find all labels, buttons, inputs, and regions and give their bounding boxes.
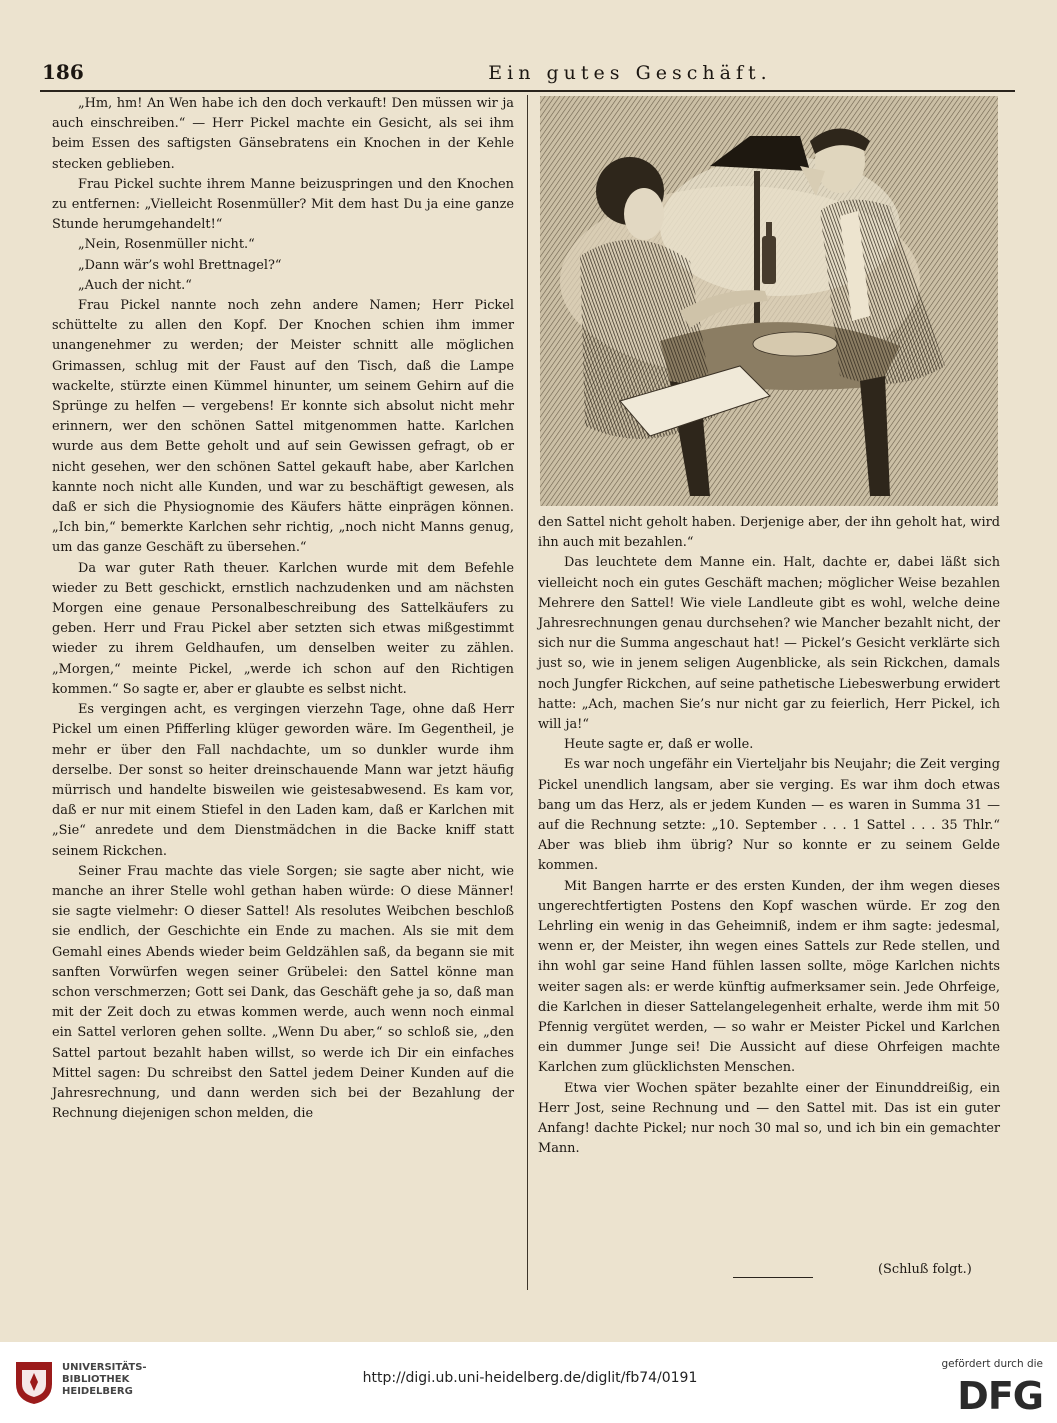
dfg-logo: DFG bbox=[957, 1374, 1043, 1418]
paragraph: Heute sagte er, daß er wolle. bbox=[564, 737, 754, 753]
paragraph: Mit Bangen harrte er des ersten Kunden, der ihm wegen dieses ungerechtfertigten Postens den Kopf waschen würde. Er zog den Lehrling ein wenig in das Geheimniß, indem er ihm sagte: jedesmal, wenn er, der Meister, ihn wegen eines Sattels zur Rede stellen, und ihn wohl gar seine Hand fühlen lassen sollte, möge Karlchen nichts weiter sagen als: er werde künftig aufmerksamer sein. Jede Ohrfeige, die Karlchen in dieser Sattelangelegenheit erhalte, werde ihm mit 50 Pfennig vergütet werden, — so wahr er Meister Pickel und Karlchen ein dummer Junge sei! Die Aussicht auf diese Ohrfeigen machte Karlchen zum glücklichsten Menschen. bbox=[538, 878, 1000, 1076]
institution-name bbox=[62, 1362, 147, 1398]
institution-line: BIBLIOTHEK bbox=[62, 1374, 130, 1385]
continuation-note: (Schluß folgt.) bbox=[878, 1262, 972, 1277]
paragraph: den Sattel nicht geholt haben. Derjenige aber, der ihn geholt hat, wird ihn auch mit bezahlen.“ bbox=[538, 515, 1000, 551]
paragraph: Etwa vier Wochen später bezahlte einer der Einunddreißig, ein Herr Jost, seine Rechnung und — den Sattel mit. Das ist ein guter Anfang! dachte Pickel; nur noch 30 mal so, und ich bin ein gemachter Mann. bbox=[538, 1080, 1000, 1157]
paragraph: „Nein, Rosenmüller nicht.“ bbox=[78, 237, 255, 253]
paragraph: Es vergingen acht, es vergingen vierzehn Tage, ohne daß Herr Pickel um einen Pfifferling klüger geworden wäre. Im Gegentheil, je mehr er über den Fall nachdachte, um so dunkler wurde ihm derselbe. Der sonst so heiter dreinschauende Mann war jetzt häufig mürrisch und handelte bisweilen wie geistesabwesend. Es kam vor, daß er nur mit einem Stiefel in den Laden kam, daß er Karlchen mit „Sie“ anredete und dem Dienstmädchen in die Backe kniff statt seinem Rickchen. bbox=[52, 702, 514, 859]
paragraph: Frau Pickel nannte noch zehn andere Namen; Herr Pickel schüttelte zu allen den Kopf. Der Knochen schien ihm immer unangenehmer zu werden; der Meister schnitt alle möglichen Grimassen, schlug mit der Faust auf den Tisch, daß die Lampe wackelte, stürzte einen Kümmel hinunter, um seinem Gehirn auf die Sprünge zu helfen — vergebens! Er konnte sich absolut nicht mehr erinnern, wer den schönen Sattel mitgenommen hatte. Karlchen wurde aus dem Bette geholt und auf sein Gewissen gefragt, ob er nicht gesehen, wer den schönen Sattel gekauft habe, aber Karlchen kannte noch nicht alle Kunden, und war zu beschäftigt gewesen, als daß er sich die Physiognomie des Käufers hätte einprägen können. „Ich bin,“ bemerkte Karlchen sehr richtig, „noch nicht Manns genug, um das ganze Geschäft zu übersehen.“ bbox=[52, 298, 514, 556]
header-rule bbox=[40, 90, 1015, 92]
funding-label: gefördert durch die bbox=[941, 1358, 1043, 1370]
institution-line: HEIDELBERG bbox=[62, 1386, 133, 1397]
right-column bbox=[538, 513, 1000, 1160]
end-rule bbox=[733, 1277, 813, 1278]
engraving-illustration bbox=[540, 96, 998, 506]
column-divider bbox=[527, 95, 528, 1290]
paragraph: Das leuchtete dem Manne ein. Halt, dachte er, dabei läßt sich vielleicht noch ein gutes Geschäft machen; möglicher Weise bezahlen Mehrere den Sattel! Wie viele Landleute gibt es wohl, welche deine Jahresrechnungen genau durchsehen? wie Mancher bezahlt nicht, der sich nur die Summa angeschaut hat! — Pickel’s Gesicht verklärte sich just so, wie in jenem seligen Augenblicke, als sein Rickchen, damals noch Jungfer Rickchen, auf seine pathetische Liebeswerbung erwidert hatte: „Ach, machen Sie’s nur nicht gar zu feierlich, Herr Pickel, ich will ja!“ bbox=[538, 555, 1000, 733]
paragraph: Da war guter Rath theuer. Karlchen wurde mit dem Befehle wieder zu Bett geschickt, ernstlich nachzudenken und am nächsten Morgen eine genaue Personalbeschreibung des Sattelkäufers zu geben. Herr und Frau Pickel aber setzten sich etwas mißgestimmt wieder zu ihrem Geldhaufen, um denselben weiter zu zählen. „Morgen,“ meinte Pickel, „werde ich schon auf den Richtigen kommen.“ So sagte er, aber er glaubte es selbst nicht. bbox=[52, 560, 514, 697]
paragraph: „Hm, hm! An Wen habe ich den doch verkauft! Den müssen wir ja auch einschreiben.“ — Herr Pickel machte ein Gesicht, als sei ihm beim Essen des saftigsten Gänsebratens ein Knochen in der Kehle stecken geblieben. bbox=[52, 96, 514, 172]
digitization-footer bbox=[0, 1342, 1057, 1423]
paragraph: Seiner Frau machte das viele Sorgen; sie sagte aber nicht, wie manche an ihrer Stelle wohl gethan haben würde: O diese Männer! sie sagte vielmehr: O dieser Sattel! Als resolutes Weibchen beschloß sie endlich, der Geschichte ein Ende zu machen. Als sie mit dem Gemahl eines Abends wieder beim Geldzählen saß, da begann sie mit sanften Vorwürfen wegen seiner Grübelei: den Sattel könne man schon verschmerzen; Gott sei Dank, das Geschäft gehe ja so, daß man mit der Zeit doch zu etwas kommen werde, auch wenn noch einmal ein Sattel verloren gehen sollte. „Wenn Du aber,“ so schloß sie, „den Sattel partout bezahlt haben willst, so werde ich Dir ein einfaches Mittel sagen: Du schreibst den Sattel jedem Deiner Kunden auf die Jahresrechnung, und dann werden sich bei der Bezahlung der Rechnung diejenigen schon melden, die bbox=[52, 863, 514, 1122]
left-column bbox=[52, 94, 514, 1124]
paragraph: „Auch der nicht.“ bbox=[78, 277, 192, 293]
running-head: Ein gutes Geschäft. bbox=[488, 62, 772, 84]
paragraph: Frau Pickel suchte ihrem Manne beizuspringen und den Knochen zu entfernen: „Vielleicht Rosenmüller? Mit dem hast Du ja eine ganze Stunde herumgehandelt!“ bbox=[52, 176, 514, 233]
university-seal-icon bbox=[12, 1358, 56, 1410]
paragraph: „Dann wär’s wohl Brettnagel?“ bbox=[78, 257, 282, 273]
page-number: 186 bbox=[42, 60, 84, 84]
paragraph: Es war noch ungefähr ein Vierteljahr bis Neujahr; die Zeit verging Pickel unendlich langsam, aber sie verging. Es war ihm doch etwas bang um das Herz, als er jedem Kunden — es waren in Summa 31 — auf die Rechnung setzte: „10. September . . . 1 Sattel . . . 35 Thlr.“ Aber was blieb ihm übrig? Nur so konnte er zu seinem Gelde kommen. bbox=[538, 757, 1000, 874]
source-url-link[interactable]: http://digi.ub.uni-heidelberg.de/diglit/fb74/0191 bbox=[362, 1370, 698, 1386]
institution-line: UNIVERSITÄTS- bbox=[62, 1362, 147, 1373]
